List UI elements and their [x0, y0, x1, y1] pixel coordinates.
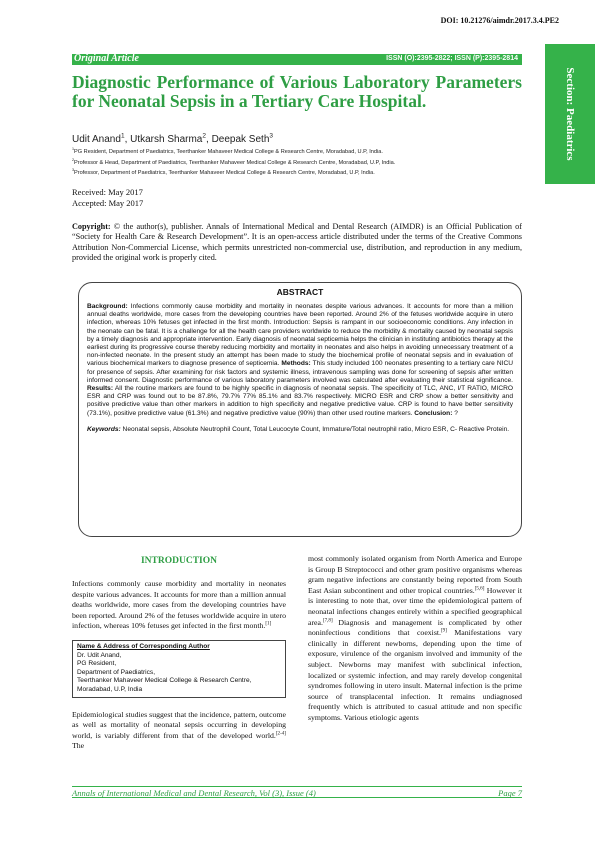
issn-label: ISSN (O):2395-2822; ISSN (P):2395-2814: [386, 55, 518, 62]
copyright-notice: Copyright: © the author(s), publisher. Annals of International Medical and Dental Research (AIMDR) is an Official Publication of “Society for Health Care & Research Development”. It is an open-access article distributed under the terms of the Creative Commons Attribution Non-Commercial License, which permits unrestricted non-commercial use, distribution, and reproduction in any medium, provided the original work is properly cited.: [72, 222, 522, 263]
body-paragraph: most commonly isolated organism from North America and Europe is Group B Streptococci and other gram positive organisms whereas gram negative infections are constantly being reported from South East Asian subcontinent and other tropical countries.[5,6] However it is interesting to note that, over time the epidemiological pattern of neonatal infections changes entirely within a specified geographical area.[7,8] Diagnosis and management is complicated by other noninfectious conditions that coexist.[9] Manifestations vary clinically in different newborns, depending upon the time of exposure, virulence of the organism involved and immunity of the subject. Newborns may manifest with subclinical infection, localized or systemic infection, and may rarely develop congenital syndromes following in utero insult. Maternal infection is the prime source of transplacental infection. It remains undiagnosed frequently which is attributed to casual attitude and non specific symptoms. Various etiologic agents: [308, 554, 522, 722]
author-list: Udit Anand$^1$, Utkarsh Sharma$^2$, Deepak Seth$^3$: [72, 132, 274, 145]
corr-line: Teerthanker Mahaveer Medical College & Research Centre,: [77, 677, 252, 685]
page-number: Page 7: [498, 788, 522, 798]
section-tab-label: Section: Paediatrics: [564, 67, 576, 161]
affiliation-line: $^3$Professor, Department of Paediatrics, Teerthanker Mahaveer Medical College & Research Centre, Moradabad, U.P, India.: [72, 168, 375, 176]
corr-line: Department of Paediatrics,: [77, 668, 156, 676]
author-name: Udit Anand: [72, 134, 121, 145]
affiliation-line: $^2$Professor & Head, Department of Paediatrics, Teerthanker Mahaveer Medical College & Research Centre, Moradabad, U.P, India.: [72, 157, 396, 166]
affiliation-line: $^1$PG Resident, Department of Paediatrics, Teerthanker Mahaveer Medical College & Research Centre, Moradabad, U.P, India.: [72, 147, 383, 155]
author-name: Deepak Seth: [211, 134, 270, 145]
page-footer: [72, 786, 522, 798]
author-sup: 3: [269, 132, 274, 140]
keywords: Keywords: Neonatal sepsis, Absolute Neutrophil Count, Total Leucocyte Count, Immature/Total neutrophil ratio, Micro ESR, C- Reactive Protein.: [87, 425, 510, 433]
abstract-heading: ABSTRACT: [276, 287, 324, 297]
epidemiology-paragraph: Epidemiological studies suggest that the incidence, pattern, outcome as well as mortality of neonatal sepsis occurring in developing world, is variably different from that of the developed world.[2-4] The: [72, 709, 286, 751]
author-sup: 2: [202, 132, 206, 140]
corr-line: PG Resident,: [77, 660, 117, 668]
journal-name: Annals of International Medical and Dental Research, Vol (3), Issue (4): [72, 788, 316, 798]
corr-line: Moradabad, U.P, India: [77, 685, 143, 693]
section-tab: [545, 44, 595, 184]
intro-heading: INTRODUCTION: [140, 556, 217, 566]
right-column: [308, 554, 522, 724]
author-name: Utkarsh Sharma: [130, 134, 203, 145]
corresponding-author-box: [72, 640, 286, 698]
doi-label: DOI: 10.21276/aimdr.2017.3.4.PE2: [440, 16, 559, 25]
article-type-bar: [72, 54, 522, 65]
article-type: Original Article: [74, 53, 139, 64]
affiliations: [72, 147, 522, 179]
article-title: Diagnostic Performance of Various Laboratory Parameters for Neonatal Sepsis in a Tertiary Care Hospital.: [72, 72, 522, 111]
abstract-box: [78, 282, 522, 537]
accepted-date: Accepted: May 2017: [72, 197, 144, 208]
corr-line: Dr. Udit Anand,: [77, 651, 122, 659]
article-dates: [72, 187, 143, 208]
author-sup: 1: [120, 132, 125, 140]
corresponding-author-heading: Name & Address of Corresponding Author: [77, 642, 210, 650]
received-date: Received: May 2017: [72, 187, 143, 197]
intro-paragraph: Infections commonly cause morbidity and mortality in neonates despite various advances. It accounts for more than a million annual deaths worldwide, more cases from the developing countries have been reported. Around 2% of the fetuses worldwide acquire in utero infection, whereas 10% fetuses get infected in the first month.[1]: [72, 579, 286, 631]
left-column: [72, 554, 286, 752]
abstract-text: Background: Infections commonly cause morbidity and mortality in neonates despite various advances. It accounts for more than a million annual deaths worldwide, more cases from the developing countries have been reported. Around 2% of the fetuses worldwide acquire in utero infection, whereas 10% fetuses get infected in the first month. Introduction: Sepsis is rampant in our socioeconomic conditions. Any infection in the neonate can be fatal. It is a challenge for all the health care providers worldwide to reduce the morbidity & mortality caused by neonatal sepsis by a timely diagnosis and appropriate intervention. Early diagnosis of neonatal septicemia helps the clinician in instituting antibiotics therapy at the earliest during its progressive course thereby reducing morbidity and mortality in neonates and also helps in avoiding unnecessary treatment of a non-infected neonate. In the present study an attempt has been made to study the biochemical profile of neonatal sepsis and in evaluation of various biochemical markers to diagnose presence of septicemia. Methods: This study included 100 neonates presenting to a tertiary care NICU for presence of sepsis. After examining for risk factors and systemic illness, intravenous sampling was done for screening of sepsis after written informed consent. Diagnostic performance of various laboratory parameters involved was calculated after evaluating their statistical significance. Results: All the routine markers are found to be highly specific in diagnosis of neonatal sepsis. The specificity of TLC, ANC, I/T RATIO, MICRO ESR and CRP was found out to be 87.8%, 79.7% 77% 85.1% and 83.7% respectively. MICRO ESR and CRP show a better sensitivity and positive predictive value than other markers in addition to high specificity and negative predictive value. CRP is found to have better sensitivity (73.1%), positive predictive value (61.3%) and negative predictive value (90%) than other used routine markers. Conclusion: ?: [87, 303, 513, 417]
